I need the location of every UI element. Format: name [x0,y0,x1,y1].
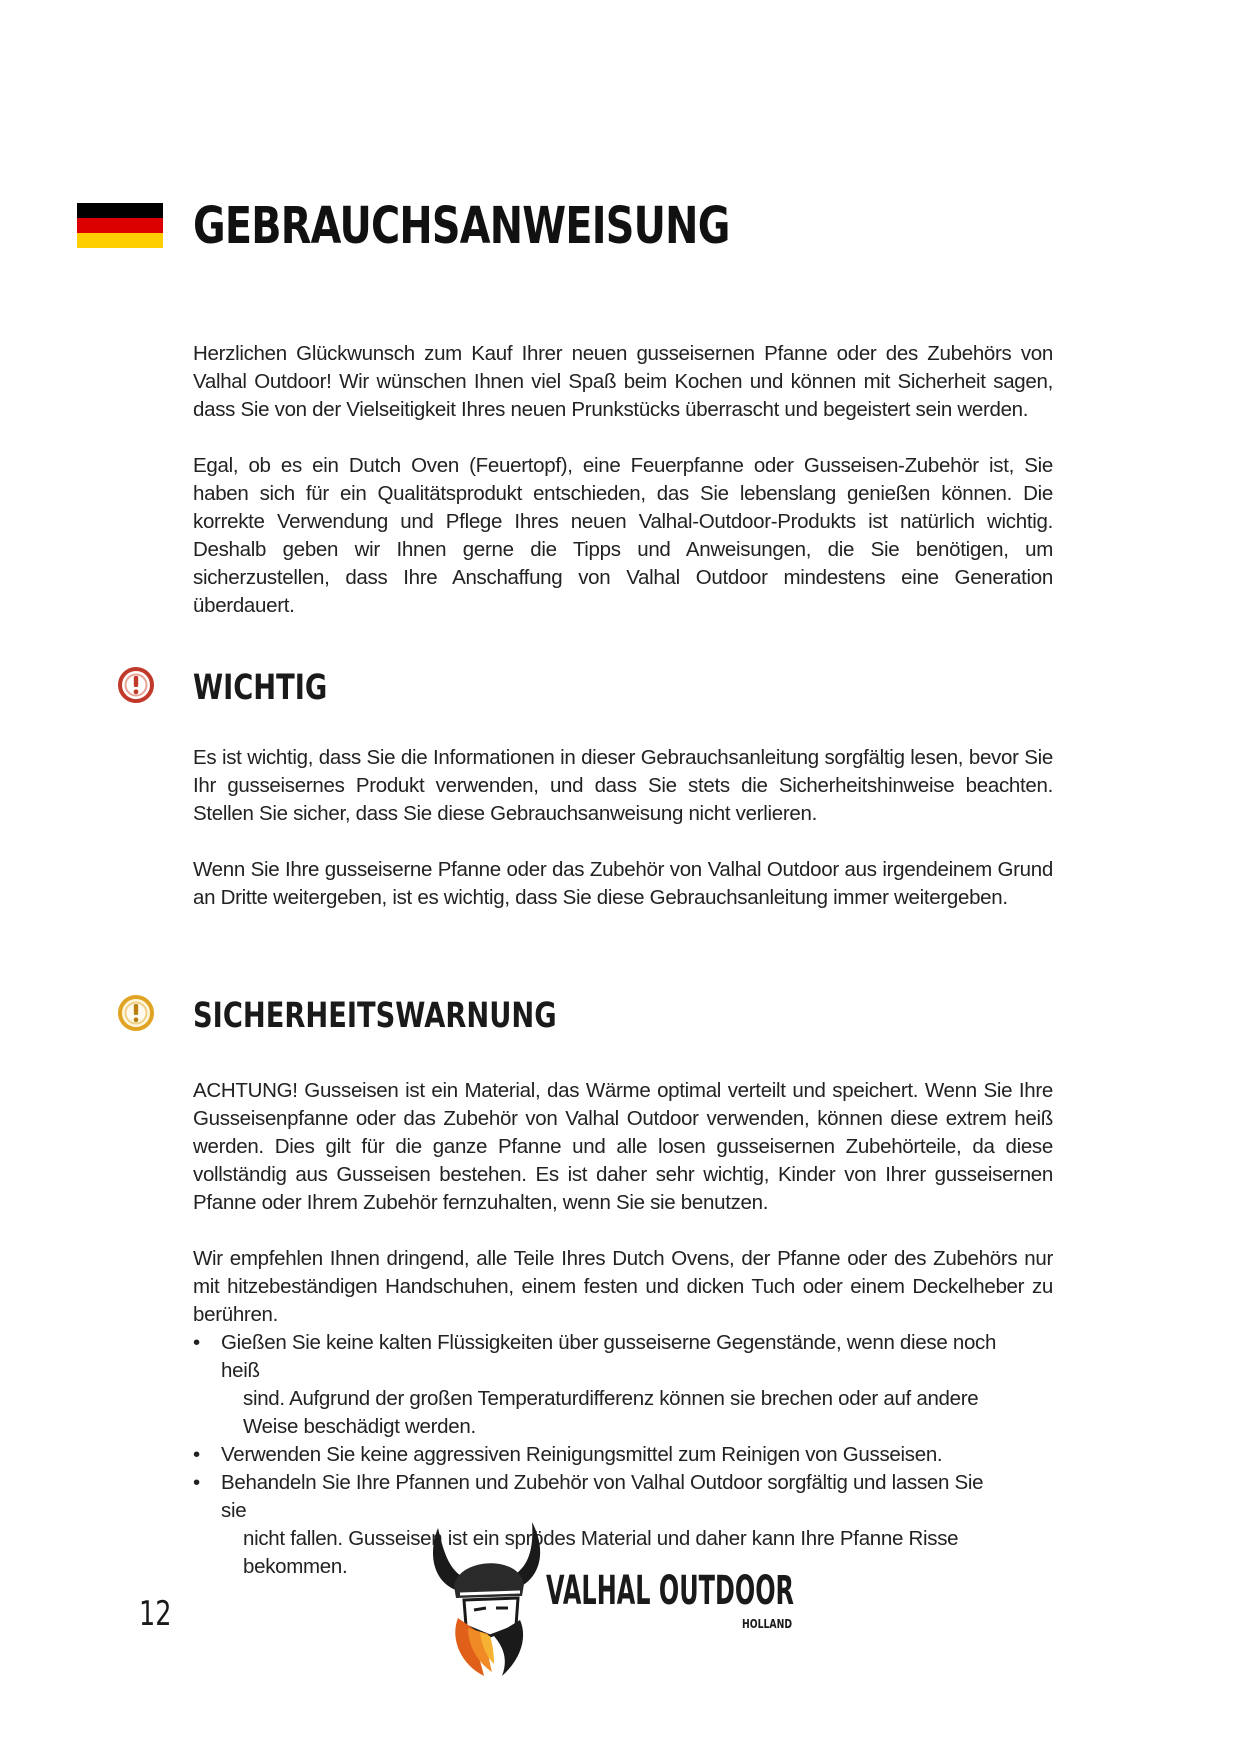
wichtig-section [193,744,1053,912]
bullet-text-first: Gießen Sie keine kalten Flüssigkeiten über gusseiserne Gegenstände, wenn diese noch heiß [221,1331,997,1382]
sicherheit-paragraph-1: ACHTUNG! Gusseisen ist ein Material, das Wärme optimal verteilt und speichert. Wenn Sie Ihre Gusseisenpfanne oder das Zubehör von Valhal Outdoor verwenden, können diese extrem heiß werden. Dies gilt für die ganze Pfanne und alle losen gusseisernen Zubehörteile, da diese vollständig aus Gusseisen bestehen. Es ist daher sehr wichtig, Kinder von Ihrer gusseisernen Pfanne oder Ihrem Zubehör fernzuhalten, wenn Sie sie benutzen. [193,1079,1053,1214]
section-title-wichtig: WICHTIG [193,668,328,708]
sicherheit-paragraph-2: Wir empfehlen Ihnen dringend, alle Teile Ihres Dutch Ovens, der Pfanne oder des Zubehörs nur mit hitzebeständigen Handschuhen, einem festen und dicken Tuch oder einem Deckelheber zu berühren. [193,1247,1053,1326]
intro-paragraph-1: Herzlichen Glückwunsch zum Kauf Ihrer neuen gusseisernen Pfanne oder des Zubehörs von Valhal Outdoor! Wir wünschen Ihnen viel Spaß beim Kochen und können mit Sicherheit sagen, dass Sie von der Vielseitigkeit Ihres neuen Prunkstücks überrascht und begeistert sein werden. [193,342,1053,421]
wichtig-paragraph-2: Wenn Sie Ihre gusseiserne Pfanne oder das Zubehör von Valhal Outdoor aus irgendeinem Grund an Dritte weitergeben, ist es wichtig, dass Sie diese Gebrauchsanleitung immer weitergeben. [193,858,1053,909]
logo-subtext: HOLLAND [742,1617,793,1631]
intro-section [193,340,1053,620]
logo-text: VALHAL OUTDOOR [546,1568,794,1614]
page-title: GEBRAUCHSANWEISUNG [193,197,730,256]
intro-paragraph-2: Egal, ob es ein Dutch Oven (Feuertopf), eine Feuerpfanne oder Gusseisen-Zubehör ist, Sie haben sich für ein Qualitätsprodukt entschieden, das Sie lebenslang genießen können. Die korrekte Verwendung und Pflege Ihres neuen Valhal-Outdoor-Produkts ist natürlich wichtig. Deshalb geben wir Ihnen gerne die Tipps und Anweisungen, die Sie benötigen, um sicherzustellen, dass Ihre Anschaffung von Valhal Outdoor mindestens eine Generation überdauert. [193,454,1053,617]
warning-icon [117,994,155,1032]
wichtig-paragraph-1: Es ist wichtig, dass Sie die Informationen in dieser Gebrauchsanleitung sorgfältig lesen, bevor Sie Ihr gusseisernes Produkt verwenden, und dass Sie stets die Sicherheitshinweise beachten. Stellen Sie sicher, dass Sie diese Gebrauchsanweisung nicht verlieren. [193,746,1053,825]
bullet-text-first: Verwenden Sie keine aggressiven Reinigungsmittel zum Reinigen von Gusseisen. [221,1443,943,1466]
bullet-text-rest: sind. Aufgrund der großen Temperaturdifferenz können sie brechen oder auf andere Weise beschädigt werden. [243,1387,979,1438]
german-flag-icon [77,203,163,248]
bullet-text-first: Behandeln Sie Ihre Pfannen und Zubehör von Valhal Outdoor sorgfältig und lassen Sie sie [221,1471,984,1522]
valhal-outdoor-logo [424,1508,814,1680]
list-item [193,1329,1013,1441]
list-item [193,1441,1013,1469]
page-number: 12 [139,1594,172,1634]
section-title-sicherheitswarnung: SICHERHEITSWARNUNG [193,996,557,1036]
sicherheit-section [193,1077,1053,1329]
alert-icon [117,666,155,704]
bullet-text-rest: nicht fallen. Gusseisen ist ein sprödes Material und daher kann Ihre Pfanne Risse bekommen. [243,1527,959,1578]
